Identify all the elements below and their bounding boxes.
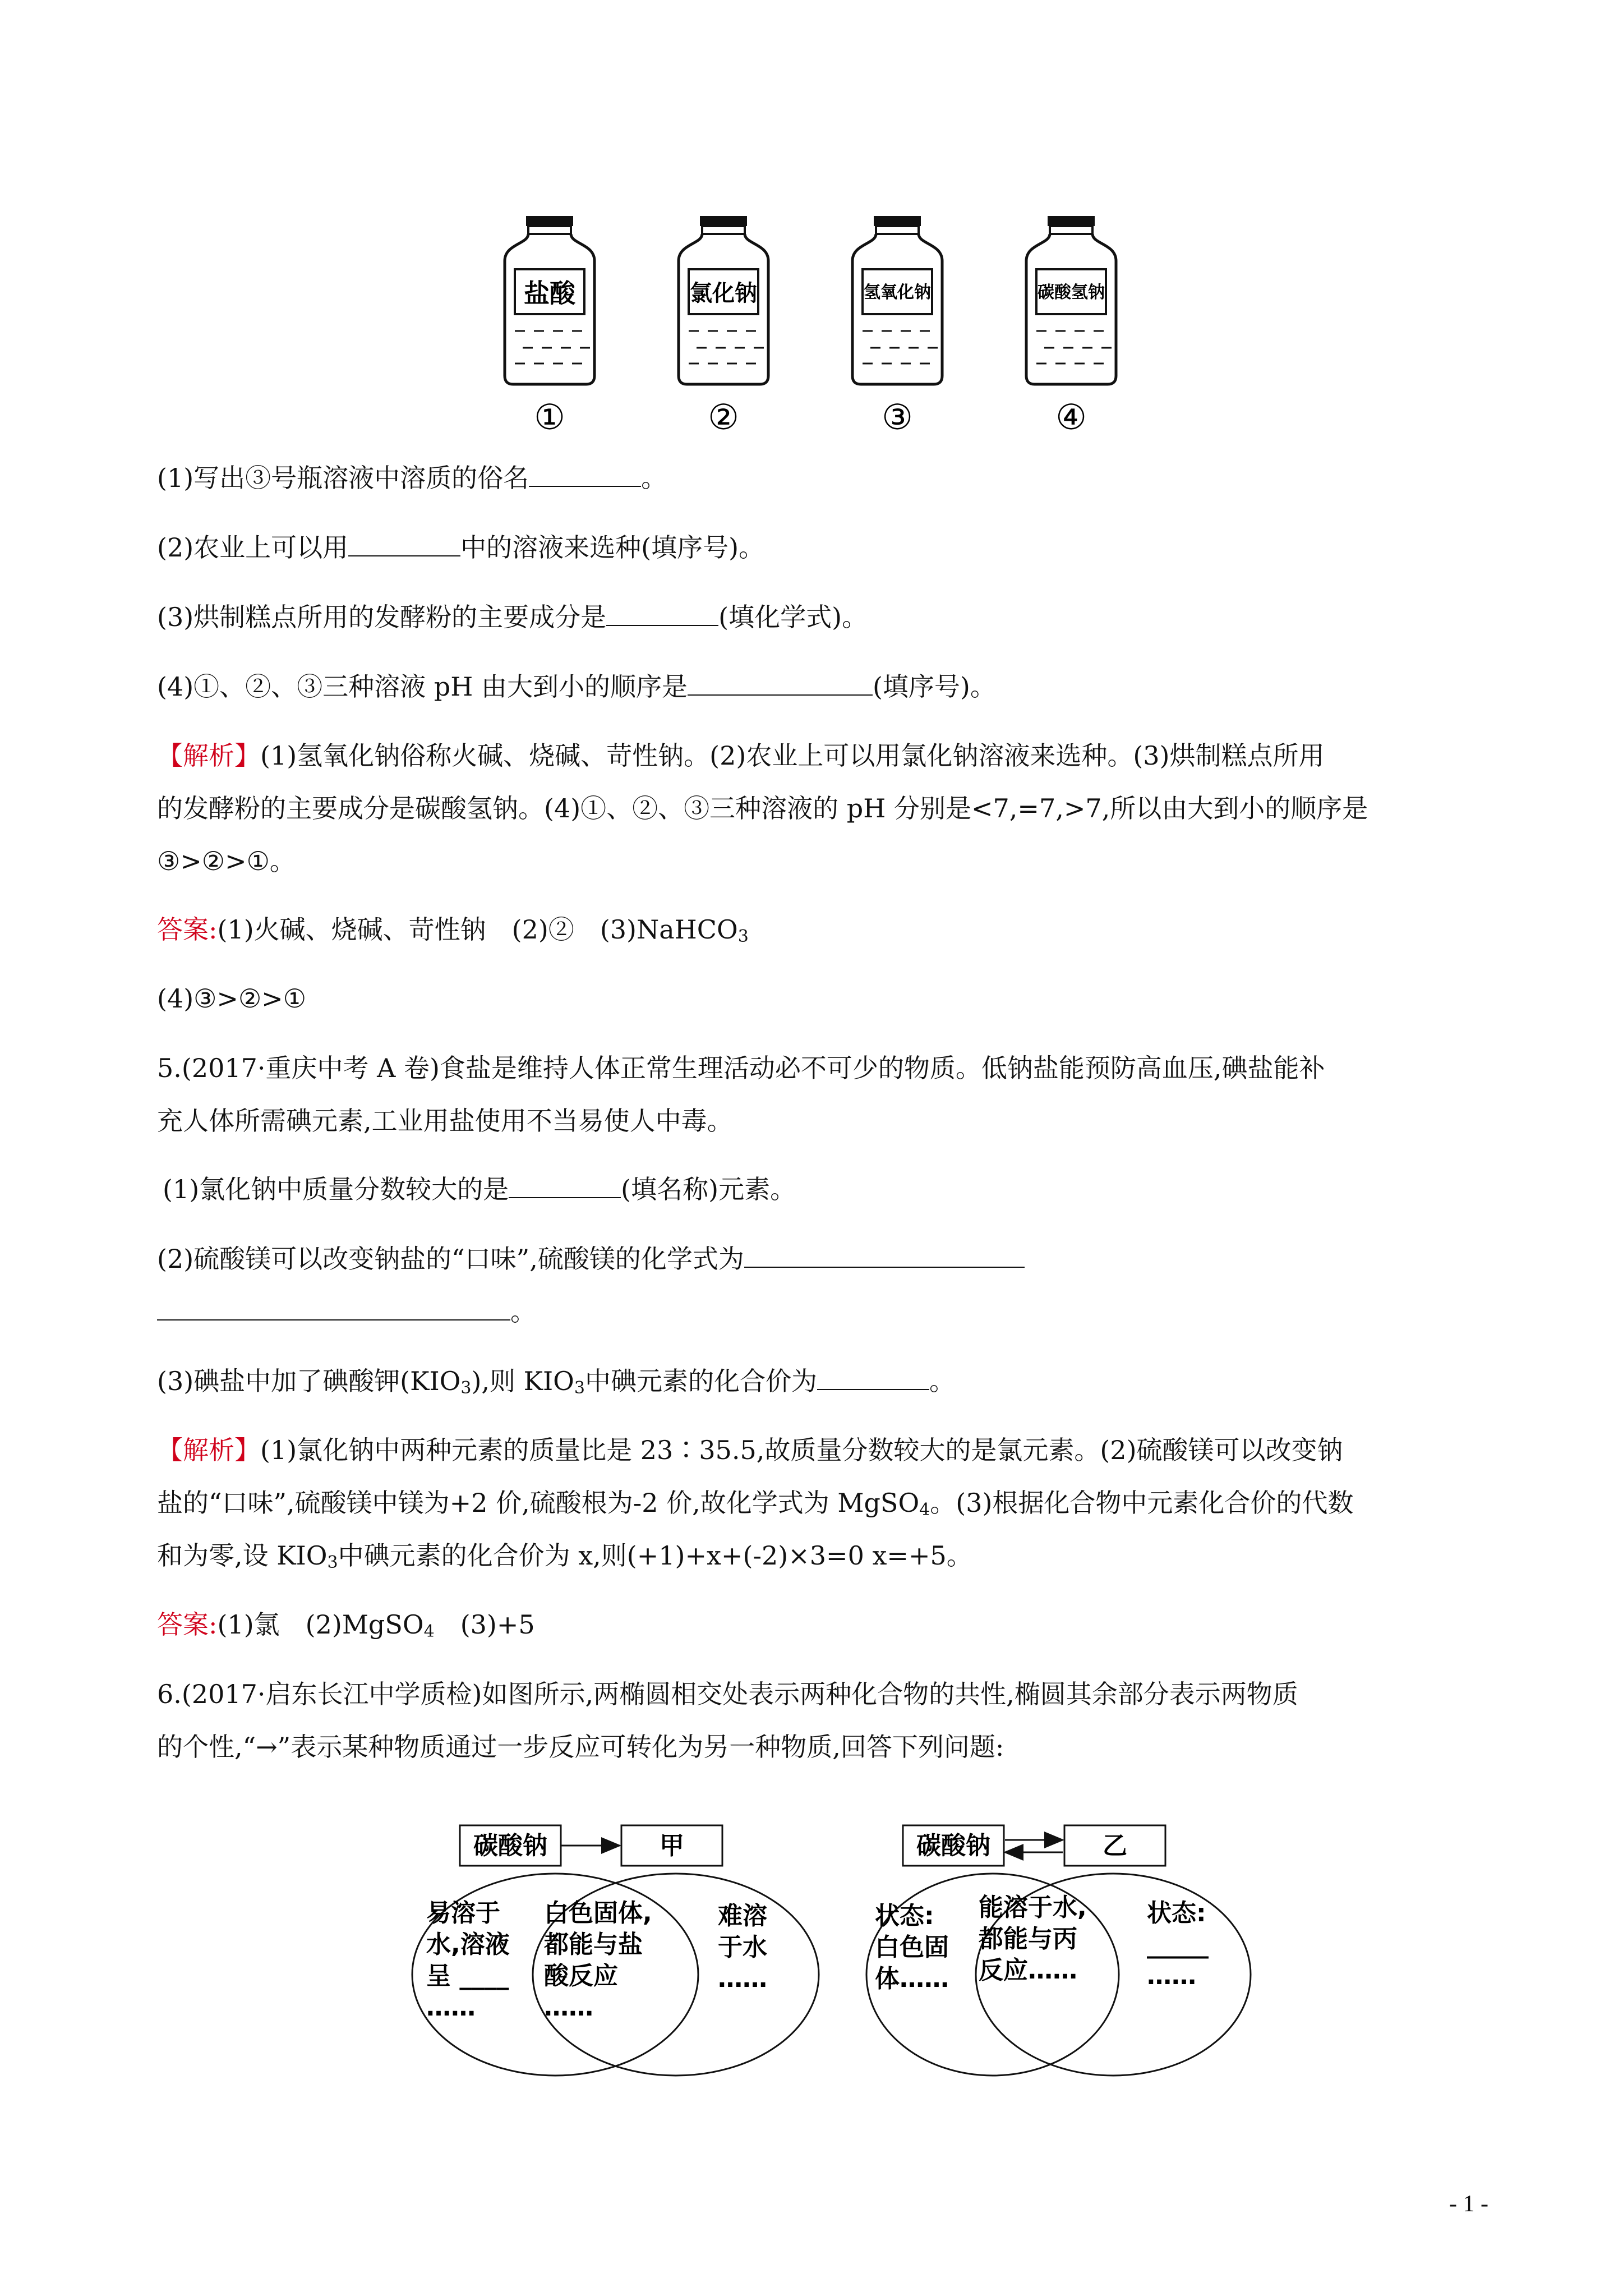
bottle	[852, 216, 942, 438]
diagram-text-left-mid: 白色固体,	[544, 1899, 652, 1927]
diagram-text-right-left: 体……	[875, 1964, 949, 1993]
q4-answer-line1: 答案:(1)火碱、烧碱、苛性钠 (2)② (3)NaHCO$_3$	[157, 914, 749, 946]
answer-tag: 答案:	[157, 1609, 218, 1640]
diagram-text-left-right: 难溶	[718, 1902, 767, 1930]
q4-part1: (1)写出③号瓶溶液中溶质的俗名 。	[157, 463, 667, 493]
bottle	[679, 216, 768, 438]
q4-answer-line2: (4)③>②>①	[157, 983, 306, 1014]
diagram-text-left-right: 于水	[718, 1933, 767, 1962]
q4-analysis-line2: 的发酵粉的主要成分是碳酸氢钠。(4)①、②、③三种溶液的 pH 分别是<7,=7,>7,所以由大到小的顺序是	[157, 793, 1368, 823]
q5-stem-line2: 充人体所需碘元素,工业用盐使用不当易使人中毒。	[157, 1106, 733, 1136]
q5-analysis-line2: 盐的“口味”,硫酸镁中镁为+2 价,硫酸根为-2 价,故化学式为 MgSO$_4$。(3)根据化合物中元素化合价的代数	[157, 1488, 1354, 1520]
q6-stem-line2: 的个性,“→”表示某种物质通过一步反应可转化为另一种物质,回答下列问题:	[157, 1732, 1004, 1762]
diagram-text-right-mid: 能溶于水,	[979, 1893, 1087, 1922]
answer-tag: 答案:	[157, 914, 218, 945]
q5-stem-line1: 5.(2017·重庆中考 A 卷)食盐是维持人体正常生理活动必不可少的物质。低钠盐能预防高血压,碘盐能补	[157, 1053, 1325, 1083]
bottle	[505, 216, 594, 438]
bottle-number: ③	[882, 397, 913, 438]
analysis-tag: 【解析】	[157, 740, 260, 771]
diagram-text-right-left: 白色固	[875, 1933, 949, 1962]
reagent-bottles-figure	[494, 213, 1138, 438]
diagram-text-right-right: ……	[1147, 1962, 1196, 1990]
diagram-text-left-mid: 都能与盐	[544, 1930, 643, 1959]
box-label-right-a: 碳酸钠	[916, 1832, 990, 1860]
q5-part2-cont: 。	[157, 1295, 536, 1328]
bottle-number: ②	[708, 397, 739, 438]
diagram-text-left-left: ……	[426, 1993, 476, 2022]
diagram-text-left-mid: ……	[544, 1993, 593, 2022]
diagram-text-right-mid: 反应……	[979, 1956, 1077, 1985]
diagram-text-left-mid: 酸反应	[544, 1962, 618, 1990]
bottle	[1026, 216, 1116, 438]
bottle-number: ④	[1055, 397, 1087, 438]
diagram-text-right-left: 状态:	[875, 1902, 934, 1930]
q5-part3: (3)碘盐中加了碘酸钾$(KIO_3)$,则 $KIO_3$中碘元素的化合价为 。	[157, 1366, 955, 1398]
box-label-left-a: 碳酸钠	[473, 1832, 547, 1860]
diagram-text-right-right: 状态:	[1147, 1899, 1206, 1927]
compound-venn-diagram	[370, 1823, 1267, 2081]
q4-part3: (3)烘制糕点所用的发酵粉的主要成分是 (填化学式)。	[157, 602, 868, 632]
q5-part2: (2)硫酸镁可以改变钠盐的“口味”,硫酸镁的化学式为	[157, 1242, 1025, 1276]
q5-part1: (1)氯化钠中质量分数较大的是 (填名称)元素。	[163, 1174, 796, 1204]
diagram-text-right-right: _____	[1147, 1930, 1209, 1959]
bottle-label: 盐酸	[524, 278, 575, 309]
box-label-left-b: 甲	[660, 1832, 684, 1860]
q5-analysis-line1: 【解析】(1)氯化钠中两种元素的质量比是 23∶35.5,故质量分数较大的是氯元素。(2)硫酸镁可以改变钠	[157, 1435, 1343, 1465]
diagram-text-right-mid: 都能与丙	[979, 1925, 1077, 1953]
q5-analysis-line3: 和为零,设 $KIO_3$中碘元素的化合价为 x,则(+1)+x+(-2)×3=0 x=+5。	[157, 1540, 972, 1572]
diagram-text-left-left: 易溶于	[426, 1899, 500, 1927]
q4-analysis-line1: 【解析】(1)氢氧化钠俗称火碱、烧碱、苛性钠。(2)农业上可以用氯化钠溶液来选种。(3)烘制糕点所用	[157, 740, 1325, 771]
diagram-text-left-left: 水,溶液	[426, 1930, 510, 1959]
q5-answer: 答案:(1)氯 (2)MgSO$_4$ (3)+5	[157, 1609, 535, 1641]
q6-stem-line1: 6.(2017·启东长江中学质检)如图所示,两椭圆相交处表示两种化合物的共性,椭圆其余部分表示两物质	[157, 1679, 1298, 1709]
diagram-text-left-left: 呈 ____	[426, 1962, 509, 1990]
q4-analysis-line3: ③>②>①。	[157, 846, 296, 876]
bottle-label: 氯化钠	[690, 280, 757, 306]
bottle-label: 氢氧化钠	[864, 283, 931, 302]
analysis-tag: 【解析】	[157, 1435, 260, 1465]
q4-part4: (4)①、②、③三种溶液 pH 由大到小的顺序是 (填序号)。	[157, 671, 996, 702]
q4-part2: (2)农业上可以用 中的溶液来选种(填序号)。	[157, 532, 765, 563]
bottle-label: 碳酸氢钠	[1038, 283, 1105, 302]
bottle-number: ①	[534, 397, 565, 438]
page-number: - 1 -	[1449, 2191, 1488, 2217]
diagram-text-left-right: ……	[718, 1964, 767, 1993]
box-label-right-b: 乙	[1103, 1832, 1127, 1860]
